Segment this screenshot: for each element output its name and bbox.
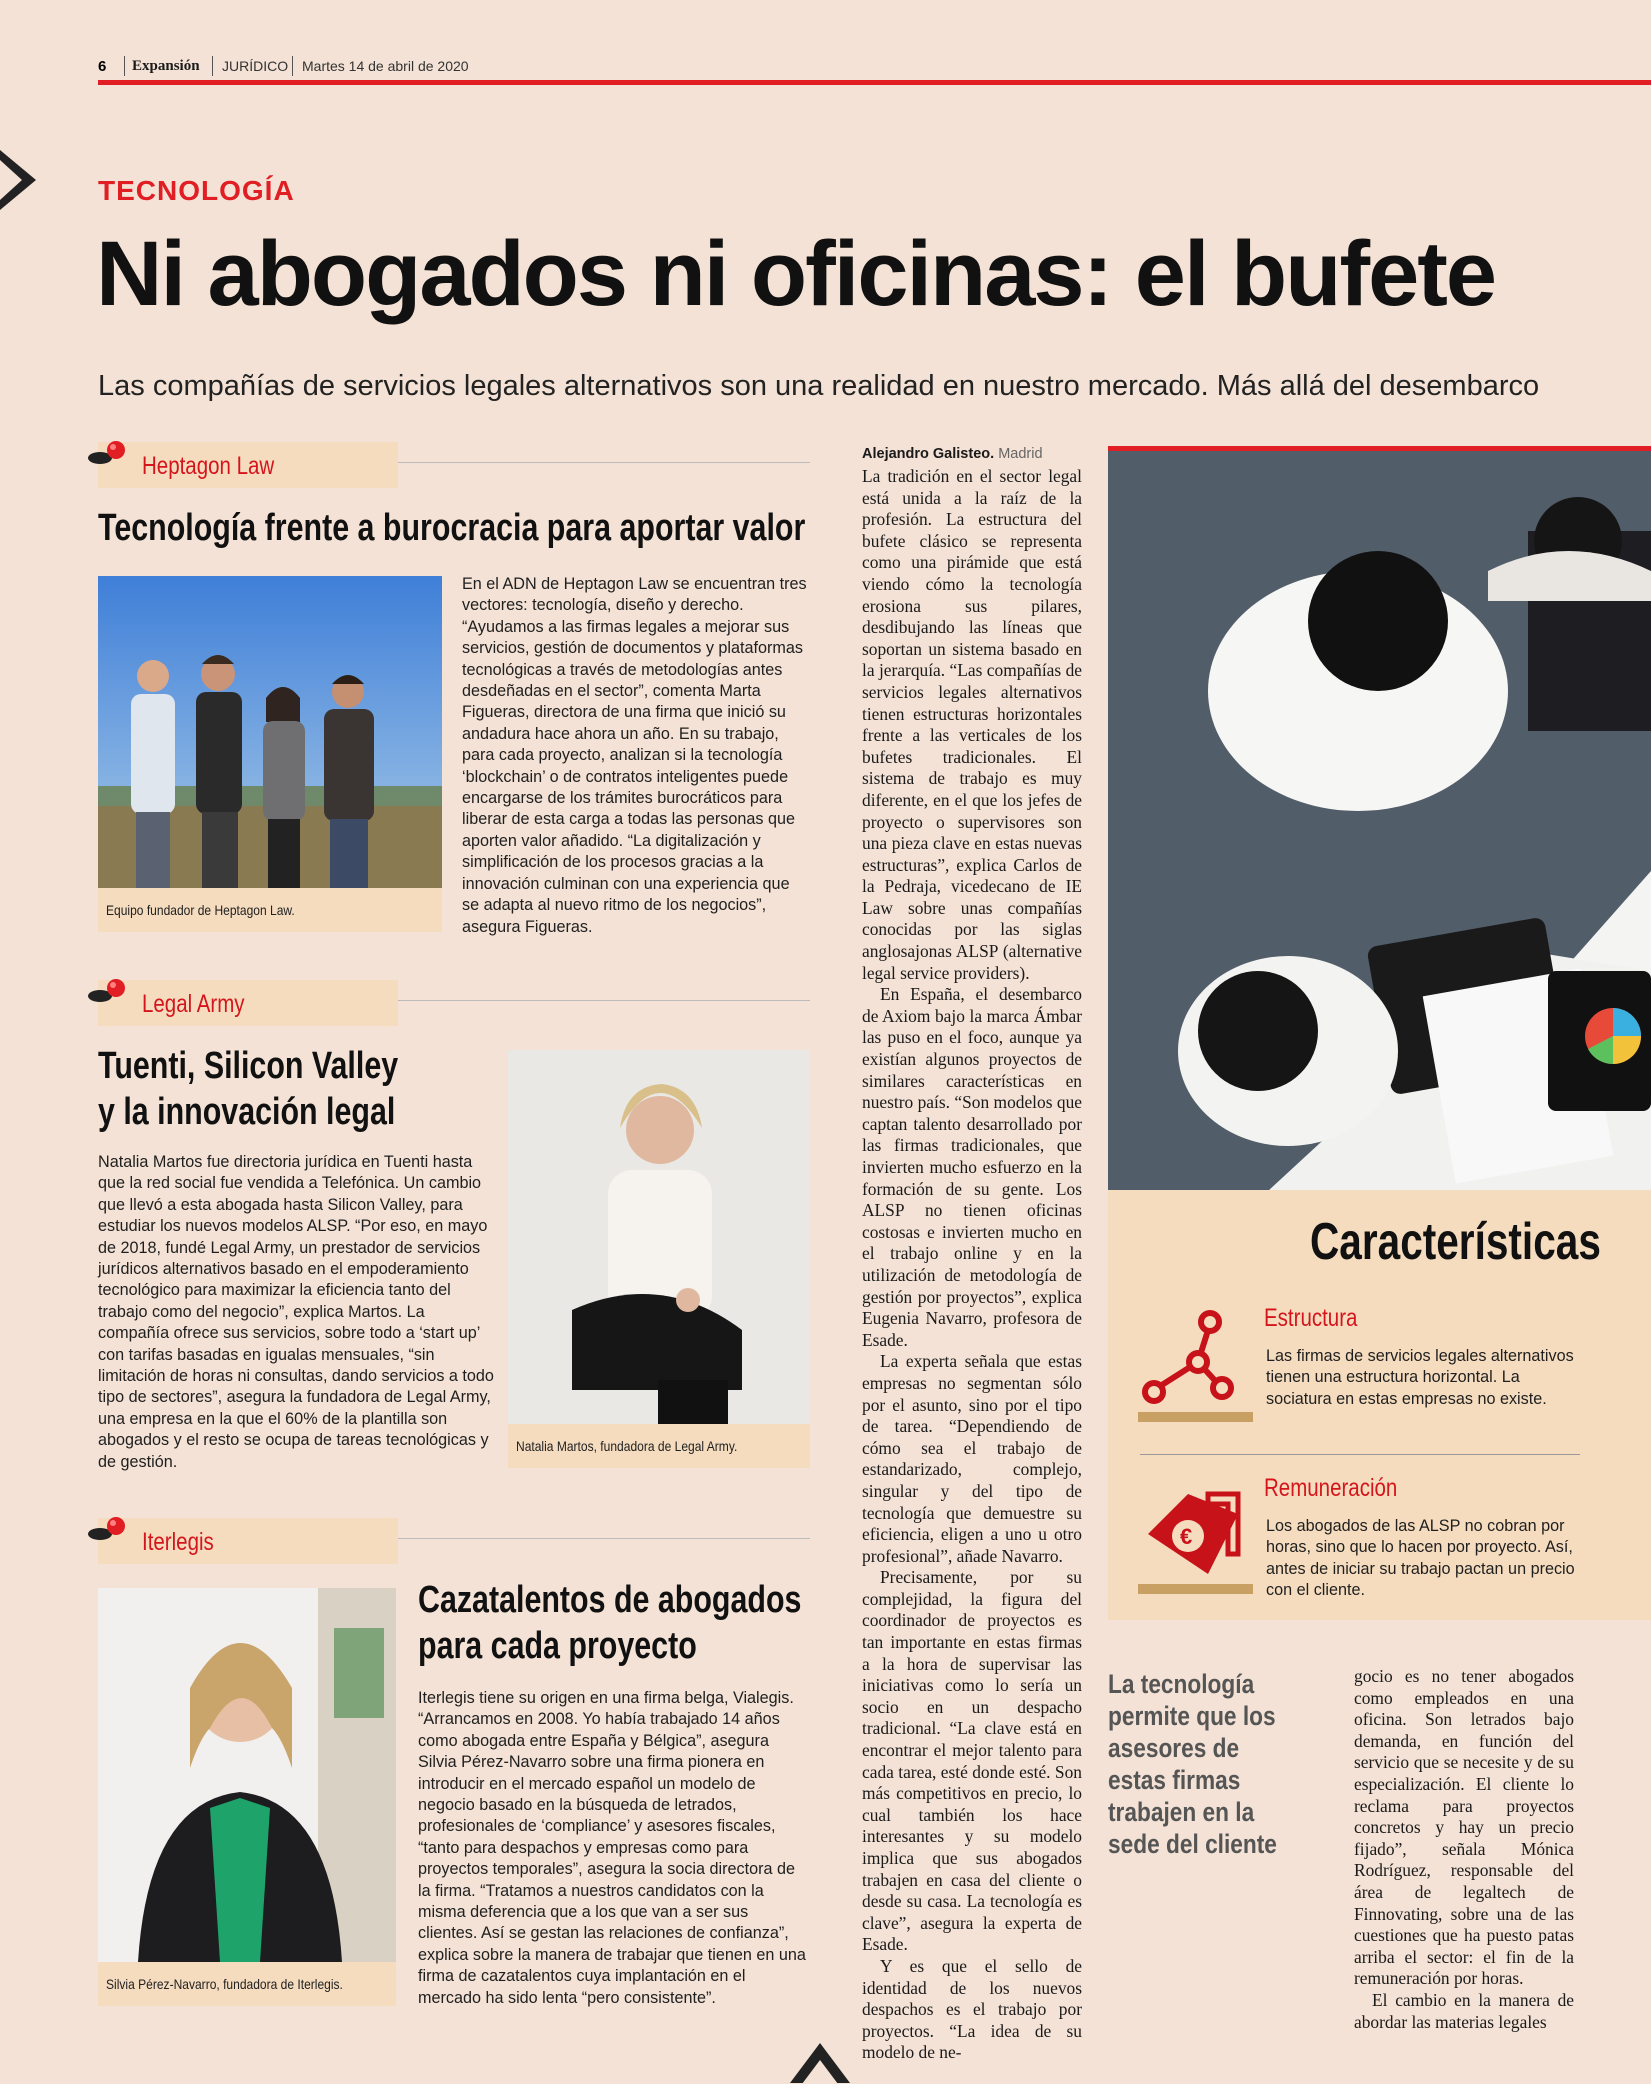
article-paragraph: La experta señala que estas empresas no segmentan sólo por el asunto, sino por el tipo de tarea. “Dependiendo de cómo sea el trabajo de estandarizado, complejo, singular y del tipo de tecnología que demuestre su eficiencia, eligen a uno u otro profesional”, añade Navarro. <box>862 1351 1082 1566</box>
article-paragraph: Precisamente, por su complejidad, la figura del coordinador de proyectos es tan importante en estas firmas a la hora de supervisar las iniciativas como lo sería un socio en un despacho tradicional. “La clave está en encontrar el mejor talento para cada tarea, esté donde esté. Son más competitivos en precio, lo cual también los hace interesantes y su modelo implica que sus abogados trabajen en casa del cliente o desde su casa. La tecnología es clave”, asegura la experta de Esade. <box>862 1567 1082 1955</box>
banner-rule <box>398 462 810 463</box>
legalarmy-text: Natalia Martos fue directoria jurídica en Tuenti hasta que la red social fue vendida a Telefónica. Un cambio que llevó a esta abogada hasta Silicon Valley, para estudiar los nuevos modelos ALSP. “Por eso, en mayo de 2018, fundé Legal Army, un prestador de servicios jurídicos alternativos basado en el empoderamiento tecnológico para maximizar la eficiencia tanto del trabajo como del negocio”, explica Martos. La compañía ofrece sus servicios, sobre todo a ‘start up’ con tarifas basadas en igualas mensuales, “sin limitación de horas ni consultas, dando servicios a todo tipo de sectores”, asegura la fundadora de Legal Army, una empresa en la que el 60% de la plantilla son abogados y el resto se ocupa de tareas tecnológicas y de gestión. <box>98 1153 494 1471</box>
header-separator <box>292 56 293 76</box>
main-article-column <box>862 466 1082 2063</box>
characteristic-text: Los abogados de las ALSP no cobran por horas, sino que lo hacen por proyecto. Así, antes de iniciar su trabajo pactan un precio con el cliente. <box>1266 1517 1575 1600</box>
continuation-column <box>1354 1666 1574 2033</box>
headline: Ni abogados ni oficinas: el bufete <box>96 223 1496 325</box>
characteristic-label: Remuneración <box>1264 1474 1398 1502</box>
euro-money-icon <box>1138 1484 1250 1584</box>
pin-icon <box>88 440 128 468</box>
page-number: 6 <box>98 58 107 75</box>
arrow-inner <box>802 2060 838 2084</box>
characteristic-text: Las firmas de servicios legales alternativos tienen una estructura horizontal. La sociatura en estas empresas no existe. <box>1266 1347 1574 1408</box>
icon-underline <box>1138 1412 1253 1422</box>
svg-text:€: € <box>1180 1524 1193 1549</box>
legalarmy-title-line2: y la innovación legal <box>98 1091 396 1133</box>
characteristic-label: Estructura <box>1264 1304 1358 1332</box>
pin-icon <box>88 978 128 1006</box>
legalarmy-label: Legal Army <box>142 990 245 1018</box>
heptagon-title: Tecnología frente a burocracia para aportar valor <box>98 507 806 549</box>
characteristics-divider <box>1140 1454 1580 1455</box>
iterlegis-label: Iterlegis <box>142 1528 214 1556</box>
characteristics-title: Características <box>1310 1213 1601 1271</box>
header-separator <box>212 56 213 76</box>
banner-rule <box>398 1000 810 1001</box>
byline <box>862 446 1043 462</box>
issue-date: Martes 14 de abril de 2020 <box>302 58 469 74</box>
legalarmy-caption: Natalia Martos, fundadora de Legal Army. <box>516 1438 738 1454</box>
heptagon-team-photo <box>98 576 442 888</box>
author: Alejandro Galisteo. <box>862 446 995 462</box>
article-paragraph: Y es que el sello de identidad de los nuevos despachos es el trabajo por proyectos. “La idea de su modelo de ne- <box>862 1955 1082 2063</box>
iterlegis-portrait-photo <box>98 1588 396 1962</box>
heptagon-label: Heptagon Law <box>142 452 275 480</box>
pin-icon <box>88 1516 128 1544</box>
deck: Las compañías de servicios legales alternativos son una realidad en nuestro mercado. Más allá del desembarco <box>98 370 1540 402</box>
iterlegis-title-line1: Cazatalentos de abogados <box>418 1579 802 1621</box>
article-paragraph: La tradición en el sector legal está unida a la raíz de la profesión. La estructura del bufete clásico se representa como una pirámide que está viendo cómo la tecnología erosiona sus pilares, desdibujando las líneas que soportan un sistema basado en la jerarquía. “Las compañías de servicios legales alternativos tienen estructuras horizontales frente a las verticales de los bufetes tradicionales. El sistema de trabajo es muy diferente, en el que los jefes de proyecto o supervisores son una pieza clave en estas nuevas estructuras”, explica Carlos de la Pedraja, vicedecano de IE Law sobre unas compañías conocidas por las siglas anglosajonas ALSP (alternative legal service providers). <box>862 466 1082 983</box>
icon-underline <box>1138 1584 1253 1594</box>
banner-rule <box>398 1538 810 1539</box>
section-name: JURÍDICO <box>222 58 289 74</box>
header-rule <box>98 80 1651 85</box>
network-icon <box>1138 1308 1238 1418</box>
iterlegis-text: Iterlegis tiene su origen en una firma belga, Vialegis. “Arrancamos en 2008. Yo había trabajado 14 años como abogada entre España y Bélgica”, asegura Silvia Pérez-Navarro sobre una firma pionera en introducir en el mercado español un modelo de negocio basado en la búsqueda de letrados, profesionales de ‘compliance’ y asesores fiscales, “tanto para despachos y empresas como para proyectos temporales”, asegura la socia directora de la firma. “Tratamos a nuestros candidatos con la misma deferencia que a los que van a ser sus clientes. Así se gestan las relaciones de confianza”, explica sobre la manera de trabajar que tienen en una firma de cazatalentos cuya implantación en el mercado ha sido lenta “pero consistente”. <box>418 1689 806 2007</box>
article-paragraph: gocio es no tener abogados como empleados en una oficina. Son letrados bajo demanda, en función del servicio que se necesite y de su especialización. El cliente lo reclama para proyectos concretos y hay un precio fijado”, señala Mónica Rodríguez, responsable del área de legaltech de Finnovating, sobre una de las cuestiones que ha puesto patas arriba el sector: el fin de la remuneración por horas. <box>1354 1666 1574 1989</box>
legalarmy-portrait-photo <box>508 1050 810 1424</box>
pull-quote: La tecnología permite que los asesores de estas firmas trabajen en la sede del cliente <box>1108 1669 1277 1859</box>
brand-name: Expansión <box>132 58 200 74</box>
location: Madrid <box>998 446 1043 462</box>
iterlegis-caption: Silvia Pérez-Navarro, fundadora de Iterlegis. <box>106 1976 343 1992</box>
article-paragraph: El cambio en la manera de abordar las materias legales <box>1354 1989 1574 2032</box>
legalarmy-title-line1: Tuenti, Silicon Valley <box>98 1045 399 1087</box>
article-paragraph: En España, el desembarco de Axiom bajo la marca Ámbar las puso en el foco, aunque ya existían algunos proyectos de similares características en nuestro país. “Son modelos que captan talento desarrollado por las firmas tradicionales, que invierten mucho esfuerzo en la formación de su gente. Los ALSP no tienen oficinas costosas e invierten mucho en el trabajo online y en la utilización de metodología de gestión por proyectos”, explica Eugenia Navarro, profesora de Esade. <box>862 984 1082 1350</box>
section-kicker: TECNOLOGÍA <box>98 175 295 206</box>
heptagon-caption: Equipo fundador de Heptagon Law. <box>106 902 295 918</box>
iterlegis-title-line2: para cada proyecto <box>418 1625 697 1667</box>
office-meeting-photo <box>1108 451 1651 1190</box>
arrow-inner <box>0 160 22 200</box>
header-separator <box>124 56 125 76</box>
heptagon-text: En el ADN de Heptagon Law se encuentran tres vectores: tecnología, diseño y derecho. “Ayudamos a las firmas legales a mejorar sus servicios, gestión de documentos y plataformas tecnológicas a través de metodologías antes desdeñadas en el sector”, comenta Marta Figueras, directora de una firma que inició su andadura hace ahora un año. En su trabajo, para cada proyecto, analizan si la tecnología ‘blockchain’ o de contratos inteligentes puede encargarse de los trámites burocráticos para liberar de esta carga a todas las personas que aporten valor añadido. “La digitalización y simplificación de los procesos gracias a la innovación culminan con una experiencia que se adapta al nuevo ritmo de los negocios”, asegura Figueras. <box>462 575 807 936</box>
